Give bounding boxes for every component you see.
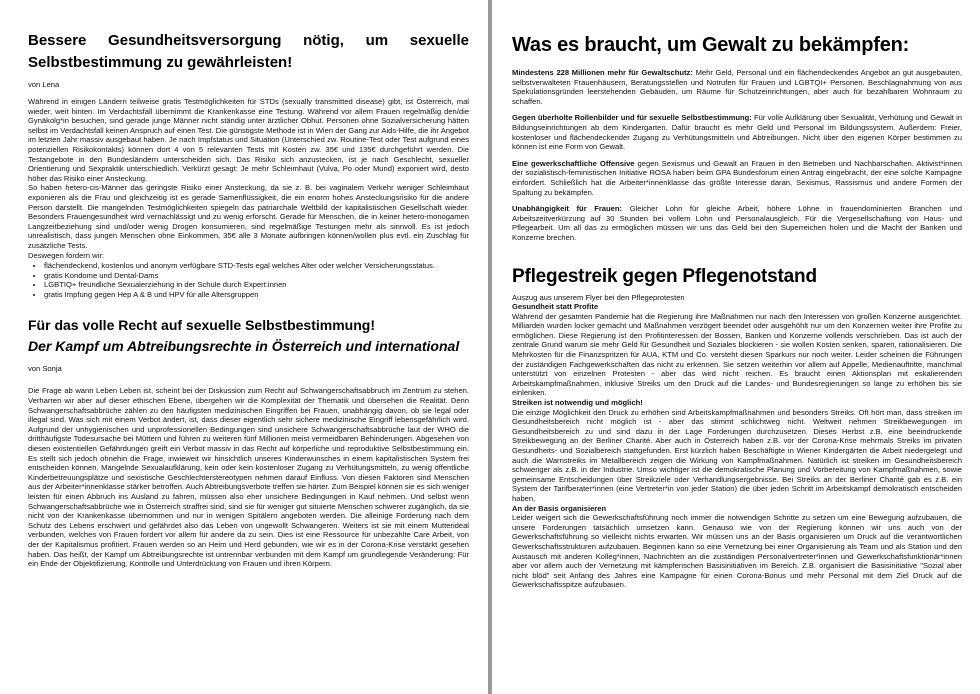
article-paragraph: Während in einigen Ländern teilweise gratis Testmöglichkeiten für STDs (sexually transmitted disease) gibt, ist Österreich, mal wieder, weit hinten. Im Verdachtsfall übernimmt die Krankenkasse eine Testung. Während vor allem Frauen regelmäßig den/die Gynäkolg*in besuchen, sind gerade junge Männer nicht ständig unter ärztlicher Obhut. Personen ohne Sozialversicherung hätten selbst im Verdachtsfall keinen Anspruch auf einen Test. Die günstigste Methode ist in Wien der Gang zur Aids-Hilfe, die ihr Angebot im letzten Jahr massiv ausgebaut haben. Je nach Impfstatus und Situation (Unterschied zw. Routine-Test oder Test aufgrund eines potenziellen Risikokontakts) können dort 4 von 5 relevanten Tests mit Kosten zw. 35€ und 135€ durchgeführt werden. Die Testangebote in den Bundesländern unterscheiden sich. Das Risiko sich anzustecken, ist je nach Geschlecht, sexueller Orientierung und Sexpraktik unterschiedlich. Verkürzt gesagt: Je mehr Schleimhaut (Vulva, Po oder Mund) exponiert wird, desto höher das Risiko einer Ansteckung.	[28, 97, 469, 183]
article-paragraph: Die einzige Möglichkeit den Druck zu erhöhen sind Arbeitskampfmaßnahmen und besonders Streiks. Oft hört man, dass streiken im Gesundheitsbereich nicht möglich ist - aber das stimmt schlichtweg nicht. Weltweit nehmen Streikbewegungen im Gesundheitsbereich zu und sind dazu in der Lage Forderungen durchzusetzen. Dieses Herbst z.B. eine beeindruckende Streikbewegung an der Berliner Charité. Aber auch in Österreich haben z.B. vor der Corona-Krise mehrmals Streiks im privaten Gesundheits- und Sozialbereich stattgefunden. Erst kürzlich haben Beschäftigte in Wiener Kindergärten die Arbeit niedergelegt und auch die Warnstreiks im Metallbereich zeigen die Wirkung von Kampfmaßnahmen. Natürlich ist streiken im Gesundheitsbereich schwieriger als z.B. in der Industrie. Umso wichtiger ist die demokratische Planung und Vorbereitung von Kampfmaßnahmen, sowie gemeinsame Entscheidungen über Streikziele oder Verhandlungsergebnisse. Bei Streiks an der Berliner Charité gab es z.B. ein System der Tarifberater*innen (eine Vertreter*in von jeder Station) die über jeden Schritt im Arbeitskampf demokratisch entscheiden haben.	[512, 407, 962, 503]
article-subtitle: Der Kampf um Abtreibungsrechte in Österreich und international	[28, 338, 460, 355]
demand-item	[512, 68, 962, 106]
right-page	[492, 0, 980, 694]
article-health-care	[28, 30, 469, 299]
article-intro: Auszug aus unserem Flyer bei den Pflegeprotesten	[512, 292, 685, 302]
article-paragraph: Während der gesamten Pandemie hat die Regierung ihre Maßnahmen nur nach den Interessen von großen Konzerne ausgerichtet. Milliarden wurden locker gemacht und Maßnahmen verzögert beendet oder ausgehöhlt nur um den Konzernen weiter ihre Profite zu ermöglichen. Diese Regierung ist den Profitinteressen der Bossen, Banken und Konzerne vollends verschrieben. Das ist auch der zentrale Grund warum sie mehr Geld für Gesundheit und Soziales blockieren - sie wollen Kosten senken, sparen, rationalisieren. Die Mehrkosten für die Finanzspritzen für AUA, KTM und Co. versteht diesen Sparkurs nur noch weiter. Leider scheinen die Führungen der zuständigen Fachgewerkschaften das nicht zu erkennen. Sie setzen weiterhin vor allem auf Appelle, Medienauftritte, manchmal unterstützt von einzelnen Protesten - aber das wird nicht reichen. Es braucht einen Aktionsplan mit eskalierenden Arbeitskampfmaßnahmen, inklusive Streiks um den Druck auf die Landes- und Bundesregierungen so lange zu erhöhen bis sie einlenken.	[512, 311, 962, 398]
article-title: Was es braucht, um Gewalt zu bekämpfen:	[512, 34, 910, 56]
article-paragraph: Die Frage ab wann Leben Leben ist, scheint bei der Diskussion zum Recht auf Schwangerschaftsabbruch im Zentrum zu stehen. Verharren wir aber auf dieser ethischen Ebene, übergehen wir die Komplexität der Thematik und übersehen die Realität. Denn Schwangerschaftsabbrüche zählen zu den häufigsten medizinischen Eingriffen bei Frauen, unabhängig davon, ob sie legal oder illegal sind. Was sich mit einem Verbot ändert, ist, dass dieser eigentlich sehr sichere medizinische Eingriff lebensgefährlich wird. Aufgrund der unhygienischen und unprofessionellen Bedingungen sind unsichere Schwangerschaftsabbrüche laut der WHO die dritthäufigste Todesursache bei Müttern und führen zu weiteren fünf Millionen meist vermeidbaren Behinderungen. Abgesehen von diesen existentiellen Gefährdungen greift ein Verbot massiv in das Recht auf körperliche und reproduktive Selbstbestimmung ein. Es stellt sich jedoch ohnehin die Frage, inwieweit wir hinsichtlich unseres Kinderwunsches in einem kapitalistischen System frei entscheiden können. Mangelnde Sexualaufklärung, kein oder kein kostenloser Zugang zu Verhütungsmitteln, zu wenig öffentliche Kinderbetreuungsplätze und sexistische Geschlechterstereotypen nehmen darauf Einfluss. Von diesen Faktoren sind Menschen aus der Arbeiter*innenklasse stärker betroffen. Auch Abtreibungsverbote treffen sie härter. Zum Beispiel können sie es sich weniger leisten für einen Abbruch ins Ausland zu fahren, müssen also eher unsichere Bedingungen in Kauf nehmen. Und selbst wenn Schwangerschaftsabbrüche wie in Österreich straffrei sind, sind sie für weniger gut situierte Menschen schwerer zugänglich, da sie nicht von der Krankenkasse übernommen und nur in wenigen Spitälern angeboten werden. Die alleinige Forderung nach dem Schutz des Lebens erschwert und gefährdet also das Leben von ungewollt Schwangeren. Weiters ist sie mit einem Mutterideal verbunden, welches von Frauen fordert vor allem für andere da zu sein. Dies ist eine Ressource für unbezahlte Care Arbeit, von der der Kapitalismus profitiert. Frauen werden so an Heim und Herd gebunden, wie wir es in der Corona-Krise verstärkt gesehen haben. Das heißt, der Kampf um Abtreibungsrechte ist untrennbar verbunden mit dem Kampf um grundlegende Veränderung: Für ein Ende der Objektifizierung, Kontrolle und Unterdrückung von Frauen und ihren Körpern.	[28, 386, 469, 569]
article-abortion-rights	[28, 315, 469, 568]
section-heading: Gesundheit statt Profite	[512, 302, 599, 312]
demand-text: Gleicher Lohn für gleiche Arbeit, höhere Löhne in frauendominierten Branchen und Arbeitszeitverkürzung auf 30 Stunden bei vollem Lohn und Personalausgleich. Für die Vergesellschaftung von Haus- und Pflegearbeit. Um all das zu ermöglichen müssen wir uns das Geld bei den Superreichen holen und die Macht der Banken und Konzerne brechen.	[512, 204, 962, 242]
demand-lead: Unabhängigkeit für Frauen:	[512, 204, 623, 214]
list-item: • gratis Impfung gegen Hep A & B und HPV für alle Altersgruppen	[44, 290, 469, 300]
demand-text: Für volle Aufklärung über Sexualität, Verhütung und Gewalt in Bildungseinrichtungen ab dem Kindergarten. Dafür braucht es mehr Geld und Personal im Bildungssystem. Außerdem: Freier, kostenloser und flächendeckender Zugang zu Verhütungsmitteln und Abtreibungen. Nicht über den eigenen Körper bestimmen zu können ist eine Form von Gewalt.	[512, 113, 962, 152]
article-title-line2: Selbstbestimmung zu gewährleisten!	[28, 54, 293, 71]
demand-text: Mehr Geld, Personal und ein flächendeckendes Angebot an gut ausgebauten, selbstverwalteten Frauenhäusern, Beratungsstellen und Notrufen für Frauen und LGBTQI+ Personen. Beschlagnahmung von aus Spekulationsgründen leerstehenden Gebäuden, um Räume für Schutzeinrichtungen, aber auch für bezahlbaren Wohnraum zu schaffen.	[512, 68, 962, 106]
article-author: von Sonja	[28, 364, 62, 374]
article-paragraph: Leider weigert sich die Gewerkschaftsführung noch immer die notwendigen Schritte zu setzen um eine Bewegung aufzubauen, die unsere Forderungen tatsächlich umsetzen kann. Genauso wie von der Regierung können wir uns auch von der Gewerkschaftsführung so vielleicht nichts erwarten. Wir müssen uns an der Basis organisieren um Druck auf die verantwortlichen Gewerkschaftsstrukturen aufzubauen. Beginnen kann so eine Vernetzung bei einer Organisierung als Team und als Station und den Austausch mit anderen Kolleg*innen, Nachrichten an die zuständigen Personalvertreter*innen und Gewerkschaftsfunktionär*innen aber vor allem auch der Vernetzung mit kämpferischen Basisinitiativen im Bereich. Z.B. organisiert die Basisinitiative "Sozial aber nicht blöd" seit Anfang des Jahres eine Kampagne für einen Corona-Bonus und mehr Personal mit dem Ziel Druck auf die Gewerkschaftsspitze aufzubauen.	[512, 513, 962, 590]
list-item: • flächendeckend, kostenlos und anonym verfügbare STD-Tests egal welches Alter oder welcher Versicherungsstatus.	[44, 261, 469, 271]
demand-lead: Gegen überholte Rollenbilder und für sexuelle Selbstbestimmung:	[512, 113, 752, 123]
left-page	[0, 0, 488, 694]
section-heading: Streiken ist notwendig und möglich!	[512, 398, 643, 408]
article-title-line1: Bessere Gesundheitsversorgung nötig, um sexuelle	[28, 32, 469, 49]
demand-lead: Eine gewerkschaftliche Offensive	[512, 158, 635, 168]
demand-item	[512, 113, 962, 151]
list-item: • LGBTIQ+ freundliche Sexualerziehung in der Schule durch Expert:innen	[44, 280, 469, 290]
section-heading: An der Basis organisieren	[512, 503, 607, 513]
demand-item	[512, 159, 962, 197]
article-title: Für das volle Recht auf sexuelle Selbstbestimmung!	[28, 317, 375, 334]
article-violence	[512, 32, 962, 243]
article-paragraph: Deswegen fordern wir:	[28, 250, 104, 260]
article-author: von Lena	[28, 80, 60, 89]
list-item: • gratis Kondome und Dental-Dams	[44, 271, 469, 281]
demand-item	[512, 204, 962, 242]
article-title: Pflegestreik gegen Pflegenotstand	[512, 265, 817, 287]
article-paragraph: So haben hetero-cis-Männer das geringste Risiko einer Ansteckung, da sie z. B. bei vaginalem Verkehr weniger Schleimhaut exponieren als die Frau und gleichzeitig ist es gerade Samenflüssigkeit, die ein enorm hohes Ansteckungsrisiko für die andere Person darstellt. Die mangelnden Testmöglichkeiten spiegeln das patriarchale Weltbild der kapitalistischen Gesellschaft wieder. Besonders Frauengesundheit wird vernachlässigt und zu wenig erforscht. Gerade für Menschen, die in keiner hetero-monogamen Langzeitbeziehung sind und/oder wenig Drogen konsumieren, sind regelmäßige Testungen mehr als sinnvoll. Es ist jedoch unrealistisch, dass jungen Menschen ohne Einkommen, 35€ alle 3 Monate aufbringen können/wollen plus evtl. ein Zuschlag für zusätzliche Tests.	[28, 183, 469, 250]
demand-lead: Mindestens 228 Millionen mehr für Gewaltschutz:	[512, 68, 693, 77]
demands-list	[28, 261, 469, 299]
article-care-strike	[512, 265, 962, 590]
demand-text: gegen Sexismus und Gewalt an Frauen in den Betrieben und Nachbarschaften. Aktivist*innen der sozialistisch-feministischen Initiative ROSA haben beim GPA Bundesforum einen Antrag eingebracht, der eine solche Kampagne einfordert. Schließlich hat die Arbeiter*innenklasse das größte Interesse daran, Sexismus, Rassismus und andere Formen der Spaltung zu bekämpfen.	[512, 158, 962, 197]
